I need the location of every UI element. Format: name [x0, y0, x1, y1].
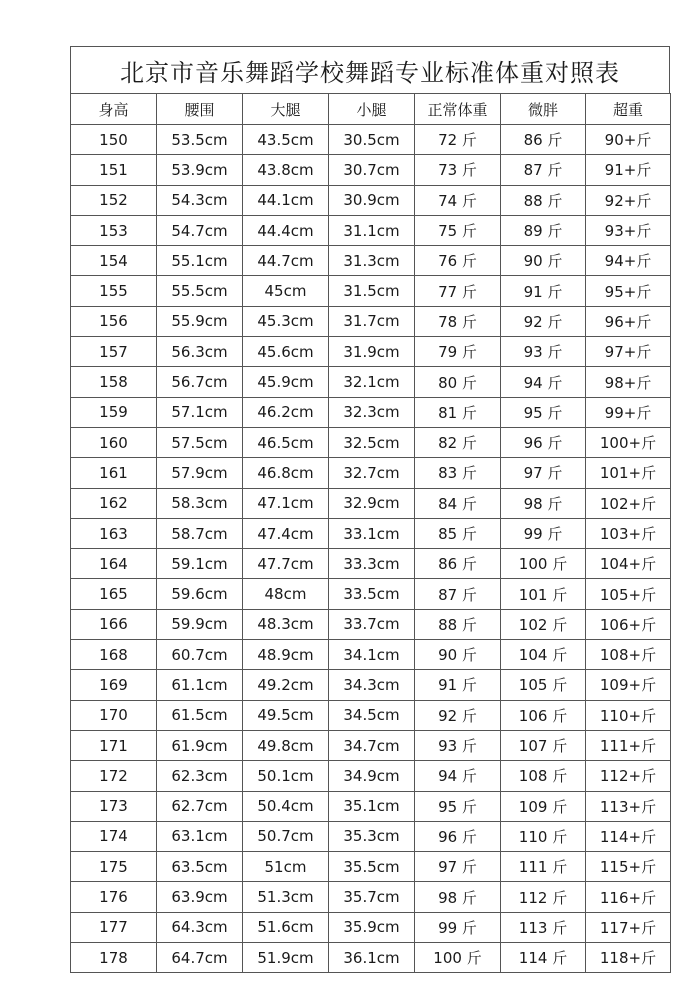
cell-height: 176 — [71, 882, 157, 912]
cell-height: 159 — [71, 397, 157, 427]
table-row — [71, 458, 671, 488]
cell-overweight: 101+斤 — [586, 458, 671, 488]
cell-waist: 54.3cm — [157, 185, 243, 215]
cell-calf: 33.1cm — [329, 518, 415, 548]
cell-overweight: 105+斤 — [586, 579, 671, 609]
cell-overweight: 102+斤 — [586, 488, 671, 518]
cell-waist: 61.5cm — [157, 700, 243, 730]
cell-height: 150 — [71, 125, 157, 155]
cell-height: 173 — [71, 791, 157, 821]
cell-thigh: 51.3cm — [243, 882, 329, 912]
cell-thigh: 44.4cm — [243, 215, 329, 245]
cell-thigh: 44.7cm — [243, 246, 329, 276]
cell-overweight: 92+斤 — [586, 185, 671, 215]
cell-thigh: 43.5cm — [243, 125, 329, 155]
cell-thigh: 46.2cm — [243, 397, 329, 427]
cell-slightly-overweight: 105 斤 — [501, 670, 586, 700]
cell-normal-weight: 87 斤 — [415, 579, 501, 609]
cell-waist: 58.7cm — [157, 518, 243, 548]
table-row — [71, 397, 671, 427]
cell-normal-weight: 93 斤 — [415, 730, 501, 760]
cell-waist: 55.5cm — [157, 276, 243, 306]
cell-slightly-overweight: 111 斤 — [501, 852, 586, 882]
cell-thigh: 45.6cm — [243, 337, 329, 367]
cell-calf: 32.9cm — [329, 488, 415, 518]
table-row — [71, 185, 671, 215]
cell-calf: 33.3cm — [329, 549, 415, 579]
table-row — [71, 821, 671, 851]
cell-overweight: 98+斤 — [586, 367, 671, 397]
cell-waist: 64.3cm — [157, 912, 243, 942]
cell-height: 162 — [71, 488, 157, 518]
cell-normal-weight: 78 斤 — [415, 306, 501, 336]
cell-waist: 56.3cm — [157, 337, 243, 367]
cell-normal-weight: 76 斤 — [415, 246, 501, 276]
cell-slightly-overweight: 96 斤 — [501, 427, 586, 457]
cell-height: 178 — [71, 943, 157, 973]
cell-calf: 30.9cm — [329, 185, 415, 215]
cell-height: 157 — [71, 337, 157, 367]
cell-overweight: 118+斤 — [586, 943, 671, 973]
cell-slightly-overweight: 100 斤 — [501, 549, 586, 579]
cell-waist: 61.1cm — [157, 670, 243, 700]
cell-overweight: 117+斤 — [586, 912, 671, 942]
header-height: 身高 — [71, 94, 157, 125]
cell-waist: 60.7cm — [157, 640, 243, 670]
cell-calf: 35.3cm — [329, 821, 415, 851]
cell-overweight: 94+斤 — [586, 246, 671, 276]
cell-normal-weight: 99 斤 — [415, 912, 501, 942]
cell-slightly-overweight: 90 斤 — [501, 246, 586, 276]
cell-slightly-overweight: 106 斤 — [501, 700, 586, 730]
cell-normal-weight: 90 斤 — [415, 640, 501, 670]
cell-overweight: 91+斤 — [586, 155, 671, 185]
cell-overweight: 111+斤 — [586, 730, 671, 760]
cell-slightly-overweight: 94 斤 — [501, 367, 586, 397]
table-row — [71, 943, 671, 973]
cell-waist: 64.7cm — [157, 943, 243, 973]
header-row — [71, 94, 671, 125]
table-row — [71, 700, 671, 730]
header-waist: 腰围 — [157, 94, 243, 125]
table-row — [71, 155, 671, 185]
cell-normal-weight: 86 斤 — [415, 549, 501, 579]
cell-height: 155 — [71, 276, 157, 306]
table-title: 北京市音乐舞蹈学校舞蹈专业标准体重对照表 — [70, 46, 670, 93]
cell-waist: 59.1cm — [157, 549, 243, 579]
cell-normal-weight: 77 斤 — [415, 276, 501, 306]
cell-waist: 55.9cm — [157, 306, 243, 336]
cell-height: 158 — [71, 367, 157, 397]
cell-slightly-overweight: 101 斤 — [501, 579, 586, 609]
cell-overweight: 103+斤 — [586, 518, 671, 548]
cell-calf: 35.5cm — [329, 852, 415, 882]
cell-slightly-overweight: 107 斤 — [501, 730, 586, 760]
table-row — [71, 579, 671, 609]
cell-calf: 34.1cm — [329, 640, 415, 670]
cell-slightly-overweight: 113 斤 — [501, 912, 586, 942]
cell-overweight: 113+斤 — [586, 791, 671, 821]
cell-thigh: 51.9cm — [243, 943, 329, 973]
cell-overweight: 96+斤 — [586, 306, 671, 336]
cell-normal-weight: 92 斤 — [415, 700, 501, 730]
cell-thigh: 50.1cm — [243, 761, 329, 791]
cell-slightly-overweight: 99 斤 — [501, 518, 586, 548]
table-row — [71, 670, 671, 700]
table-body — [71, 125, 671, 973]
cell-calf: 31.1cm — [329, 215, 415, 245]
cell-overweight: 100+斤 — [586, 427, 671, 457]
cell-slightly-overweight: 102 斤 — [501, 609, 586, 639]
cell-thigh: 47.7cm — [243, 549, 329, 579]
cell-slightly-overweight: 112 斤 — [501, 882, 586, 912]
cell-waist: 53.5cm — [157, 125, 243, 155]
cell-thigh: 49.2cm — [243, 670, 329, 700]
cell-height: 160 — [71, 427, 157, 457]
cell-thigh: 49.8cm — [243, 730, 329, 760]
table-row — [71, 912, 671, 942]
table-row — [71, 125, 671, 155]
cell-slightly-overweight: 87 斤 — [501, 155, 586, 185]
cell-waist: 54.7cm — [157, 215, 243, 245]
cell-slightly-overweight: 86 斤 — [501, 125, 586, 155]
cell-waist: 58.3cm — [157, 488, 243, 518]
cell-normal-weight: 79 斤 — [415, 337, 501, 367]
cell-normal-weight: 95 斤 — [415, 791, 501, 821]
cell-waist: 57.9cm — [157, 458, 243, 488]
cell-waist: 59.6cm — [157, 579, 243, 609]
cell-calf: 31.5cm — [329, 276, 415, 306]
table-row — [71, 791, 671, 821]
cell-height: 154 — [71, 246, 157, 276]
table-row — [71, 276, 671, 306]
table-row — [71, 306, 671, 336]
cell-height: 175 — [71, 852, 157, 882]
header-thigh: 大腿 — [243, 94, 329, 125]
cell-slightly-overweight: 91 斤 — [501, 276, 586, 306]
cell-height: 165 — [71, 579, 157, 609]
cell-thigh: 50.7cm — [243, 821, 329, 851]
cell-waist: 63.9cm — [157, 882, 243, 912]
table-row — [71, 549, 671, 579]
cell-calf: 34.5cm — [329, 700, 415, 730]
cell-calf: 34.7cm — [329, 730, 415, 760]
weight-standard-table — [70, 93, 671, 973]
cell-slightly-overweight: 97 斤 — [501, 458, 586, 488]
cell-waist: 63.5cm — [157, 852, 243, 882]
cell-height: 161 — [71, 458, 157, 488]
cell-thigh: 50.4cm — [243, 791, 329, 821]
cell-thigh: 43.8cm — [243, 155, 329, 185]
header-normal-weight: 正常体重 — [415, 94, 501, 125]
cell-slightly-overweight: 89 斤 — [501, 215, 586, 245]
cell-slightly-overweight: 93 斤 — [501, 337, 586, 367]
cell-normal-weight: 81 斤 — [415, 397, 501, 427]
header-slightly-overweight: 微胖 — [501, 94, 586, 125]
cell-calf: 30.5cm — [329, 125, 415, 155]
cell-overweight: 97+斤 — [586, 337, 671, 367]
cell-thigh: 48cm — [243, 579, 329, 609]
cell-normal-weight: 94 斤 — [415, 761, 501, 791]
cell-calf: 35.1cm — [329, 791, 415, 821]
cell-waist: 59.9cm — [157, 609, 243, 639]
cell-waist: 57.5cm — [157, 427, 243, 457]
cell-height: 170 — [71, 700, 157, 730]
cell-calf: 33.7cm — [329, 609, 415, 639]
cell-overweight: 108+斤 — [586, 640, 671, 670]
table-row — [71, 852, 671, 882]
table-row — [71, 730, 671, 760]
cell-normal-weight: 75 斤 — [415, 215, 501, 245]
cell-height: 153 — [71, 215, 157, 245]
cell-calf: 30.7cm — [329, 155, 415, 185]
cell-normal-weight: 83 斤 — [415, 458, 501, 488]
cell-slightly-overweight: 114 斤 — [501, 943, 586, 973]
cell-normal-weight: 80 斤 — [415, 367, 501, 397]
table-row — [71, 761, 671, 791]
cell-normal-weight: 84 斤 — [415, 488, 501, 518]
cell-height: 171 — [71, 730, 157, 760]
cell-height: 151 — [71, 155, 157, 185]
cell-calf: 35.7cm — [329, 882, 415, 912]
cell-normal-weight: 73 斤 — [415, 155, 501, 185]
table-row — [71, 215, 671, 245]
cell-normal-weight: 74 斤 — [415, 185, 501, 215]
cell-calf: 32.5cm — [329, 427, 415, 457]
cell-slightly-overweight: 92 斤 — [501, 306, 586, 336]
table-row — [71, 427, 671, 457]
table-row — [71, 246, 671, 276]
cell-waist: 57.1cm — [157, 397, 243, 427]
cell-overweight: 115+斤 — [586, 852, 671, 882]
table-row — [71, 609, 671, 639]
cell-calf: 35.9cm — [329, 912, 415, 942]
cell-height: 168 — [71, 640, 157, 670]
cell-normal-weight: 96 斤 — [415, 821, 501, 851]
cell-normal-weight: 88 斤 — [415, 609, 501, 639]
cell-normal-weight: 85 斤 — [415, 518, 501, 548]
cell-thigh: 45.3cm — [243, 306, 329, 336]
table-row — [71, 882, 671, 912]
table-row — [71, 367, 671, 397]
cell-normal-weight: 98 斤 — [415, 882, 501, 912]
cell-height: 166 — [71, 609, 157, 639]
cell-slightly-overweight: 108 斤 — [501, 761, 586, 791]
cell-overweight: 112+斤 — [586, 761, 671, 791]
cell-calf: 33.5cm — [329, 579, 415, 609]
cell-thigh: 45.9cm — [243, 367, 329, 397]
cell-waist: 61.9cm — [157, 730, 243, 760]
cell-thigh: 46.5cm — [243, 427, 329, 457]
cell-normal-weight: 82 斤 — [415, 427, 501, 457]
cell-overweight: 116+斤 — [586, 882, 671, 912]
cell-normal-weight: 91 斤 — [415, 670, 501, 700]
cell-overweight: 99+斤 — [586, 397, 671, 427]
header-calf: 小腿 — [329, 94, 415, 125]
cell-calf: 36.1cm — [329, 943, 415, 973]
table-row — [71, 488, 671, 518]
cell-calf: 32.7cm — [329, 458, 415, 488]
cell-height: 156 — [71, 306, 157, 336]
cell-overweight: 106+斤 — [586, 609, 671, 639]
cell-thigh: 44.1cm — [243, 185, 329, 215]
cell-thigh: 51cm — [243, 852, 329, 882]
cell-thigh: 47.4cm — [243, 518, 329, 548]
cell-thigh: 51.6cm — [243, 912, 329, 942]
cell-slightly-overweight: 110 斤 — [501, 821, 586, 851]
cell-height: 172 — [71, 761, 157, 791]
cell-height: 169 — [71, 670, 157, 700]
cell-thigh: 47.1cm — [243, 488, 329, 518]
cell-calf: 34.9cm — [329, 761, 415, 791]
cell-thigh: 46.8cm — [243, 458, 329, 488]
cell-thigh: 48.9cm — [243, 640, 329, 670]
cell-overweight: 114+斤 — [586, 821, 671, 851]
cell-overweight: 95+斤 — [586, 276, 671, 306]
cell-thigh: 48.3cm — [243, 609, 329, 639]
cell-slightly-overweight: 98 斤 — [501, 488, 586, 518]
cell-waist: 55.1cm — [157, 246, 243, 276]
cell-calf: 34.3cm — [329, 670, 415, 700]
cell-waist: 62.7cm — [157, 791, 243, 821]
cell-waist: 63.1cm — [157, 821, 243, 851]
cell-calf: 32.1cm — [329, 367, 415, 397]
cell-slightly-overweight: 109 斤 — [501, 791, 586, 821]
cell-overweight: 109+斤 — [586, 670, 671, 700]
cell-calf: 31.9cm — [329, 337, 415, 367]
cell-slightly-overweight: 104 斤 — [501, 640, 586, 670]
cell-calf: 31.7cm — [329, 306, 415, 336]
cell-overweight: 110+斤 — [586, 700, 671, 730]
cell-slightly-overweight: 95 斤 — [501, 397, 586, 427]
cell-waist: 62.3cm — [157, 761, 243, 791]
cell-waist: 56.7cm — [157, 367, 243, 397]
cell-height: 177 — [71, 912, 157, 942]
cell-normal-weight: 72 斤 — [415, 125, 501, 155]
cell-overweight: 93+斤 — [586, 215, 671, 245]
cell-height: 164 — [71, 549, 157, 579]
cell-overweight: 104+斤 — [586, 549, 671, 579]
weight-chart-sheet — [70, 46, 670, 973]
cell-waist: 53.9cm — [157, 155, 243, 185]
cell-normal-weight: 100 斤 — [415, 943, 501, 973]
cell-height: 163 — [71, 518, 157, 548]
header-overweight: 超重 — [586, 94, 671, 125]
cell-slightly-overweight: 88 斤 — [501, 185, 586, 215]
table-row — [71, 518, 671, 548]
cell-height: 152 — [71, 185, 157, 215]
cell-normal-weight: 97 斤 — [415, 852, 501, 882]
cell-height: 174 — [71, 821, 157, 851]
table-row — [71, 337, 671, 367]
cell-calf: 31.3cm — [329, 246, 415, 276]
cell-overweight: 90+斤 — [586, 125, 671, 155]
table-row — [71, 640, 671, 670]
cell-thigh: 49.5cm — [243, 700, 329, 730]
cell-calf: 32.3cm — [329, 397, 415, 427]
cell-thigh: 45cm — [243, 276, 329, 306]
